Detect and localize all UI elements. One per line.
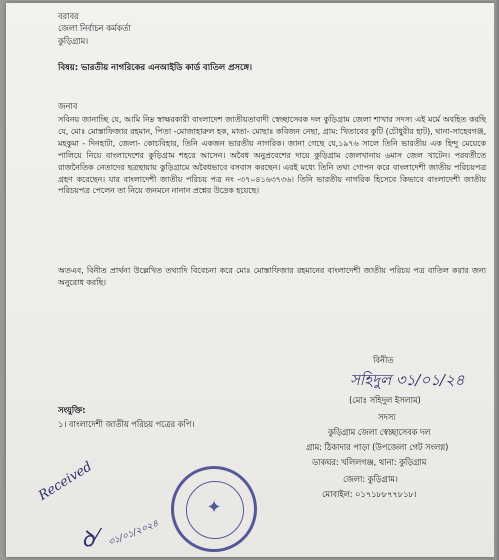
received-label: Received (36, 459, 95, 504)
attachments-heading: সংযুক্তি: (58, 405, 86, 415)
body-paragraph-2: অতএব, বিনীত প্রার্থনা উল্লেখিত তথ্যাদি বিবেচনা করে মোঃ মোস্তাফিজার রহমানের বাংলাদেশী জাতীয় পরিচয় পত্র বাতিল করার জন্য অনুরোধ করছি। (58, 265, 486, 287)
page-edge-shadow (494, 0, 499, 560)
signer-organization: কুড়িগ্রাম জেলা স্বেচ্ছাসেবক দল (328, 427, 431, 437)
signer-designation: সদস্য (378, 412, 396, 422)
address-line-2: ডাকঘর: খলিলগঞ্জ, থানা: কুড়িগ্রাম (312, 457, 427, 467)
signer-name: (মোঃ সহিদুল ইসলাম) (349, 395, 421, 405)
seal-emblem-icon: ✦ (206, 497, 222, 518)
recipient-place: কুড়িগ্রাম। (58, 36, 89, 46)
received-initials: ꝺ⁄ (79, 525, 100, 554)
closing-yours: বিনীত (373, 355, 394, 365)
mobile-number: মোবাইল: ০১৭১৮৮৭৭৮১৮। (322, 489, 417, 499)
letter-paper (6, 3, 496, 557)
address-line-1: গ্রাম: ঠিকাদার পাড়া (উপজেলা গেট সংলগ্ন) (306, 442, 449, 452)
signature: সহিদুল ৩১/০১/২৪ (350, 371, 465, 389)
office-seal-stamp (171, 466, 257, 552)
received-date: ৩১/০১/২০২৪ (107, 518, 160, 549)
subject-line: বিষয়: ভারতীয় নাগরিকের এনআইডি কার্ড বাতিল প্রসঙ্গে। (58, 63, 253, 73)
salutation: জনাব (58, 101, 78, 111)
attachment-item-1: ১। বাংলাদেশী জাতীয় পরিচয় পত্রের কপি। (58, 419, 195, 429)
address-line-3: জেলা: কুড়িগ্রাম। (343, 474, 398, 484)
recipient-title: জেলা নির্বাচন কর্মকর্তা (58, 23, 131, 33)
body-paragraph-1: সবিনয় জানাচ্ছি যে, আমি নিম্ন স্বাক্ষরকারী বাংলাদেশ জাতীয়তাবাদী স্বেচ্ছাসেবক দল কুড়িগ্রাম জেলা শাখার সদস্য এই মর্মে অবহিত করছি যে, মোঃ মোস্তাফিজার রহমান, পিতা -মোজাহারুল হক, মাতা- মোছাঃ কবিজন নেছা, গ্রাম: খিতাবের কুটি (চৌধুরীর হাট), থানা-সাহেবগঞ্জ, মহকুমা - দিনহাটা, জেলা- কোচবিহার, তিনি একজন ভারতীয় নাগরিক। জানা গেছে যে,১৯৭৬ সালে তিনি ভারতীয় এক হিন্দু মেয়েকে পালিয়ে নিয়ে বাংলাদেশের কুড়িগ্রাম শহরে আসেন। অবৈধ অনুপ্রবেশের দায়ে কুড়িগ্রাম জেলখানায় ৬মাস জেল খাটেন। পরবর্তীতে রাজনৈতিক নেতাদের ছত্রছায়ায় কুড়িগ্রামে অবৈধভাবে বসবাস করছেন। এরই মধ্যে তিনি তথ্য গোপন করে বাংলাদেশী জাতীয় পরিচয়পত্র গ্রহণ করেছেন। যার বাংলাদেশী জাতীয় পরিচয় পত্র নং -৩৭০৪১৬৩৭৩৬। তিনি ভারতীয় নাগরিক হিসেবে কিভাবে বাংলাদেশী জাতীয় পরিচয়পত্র পেলেন তা নিয়ে জনমনে নানান প্রশ্নের উদ্রেক হয়েছে। (58, 114, 486, 196)
to-line: বরাবর (58, 11, 79, 21)
